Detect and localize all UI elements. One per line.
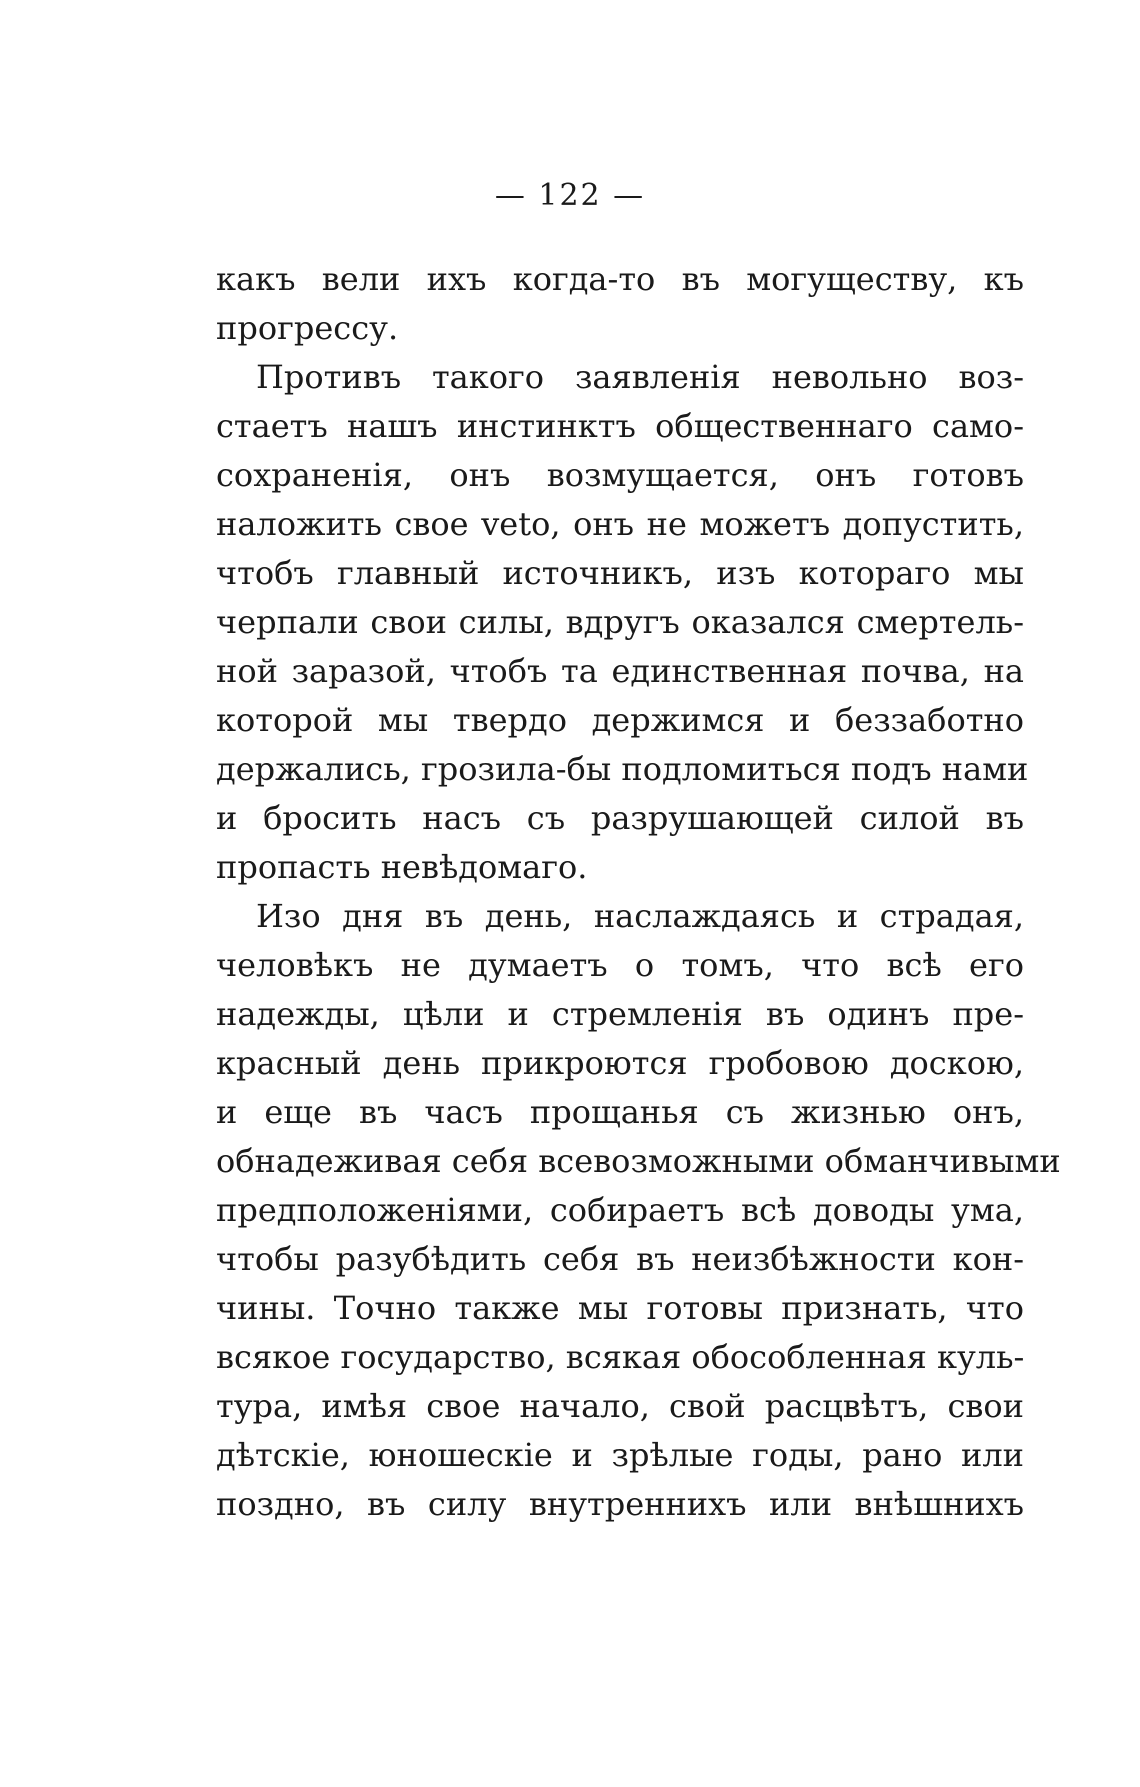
text-line: чтобъ главный источникъ, изъ котораго мы — [216, 554, 1024, 592]
text-line: ной заразой, чтобъ та единственная почва, на — [216, 652, 1024, 690]
text-line: наложить свое veto, онъ не можетъ допустить, — [216, 505, 1024, 543]
text-line: надежды, цѣли и стремленія въ одинъ пре- — [216, 995, 1024, 1033]
text-line: черпали свои силы, вдругъ оказался смертель- — [216, 603, 1024, 641]
text-line: обнадеживая себя всевозможными обманчивыми — [216, 1142, 1061, 1180]
text-line: держались, грозила-бы подломиться подъ нами — [216, 750, 1029, 788]
page-number: — 122 — — [494, 178, 646, 213]
text-line: прогрессу. — [216, 309, 399, 347]
text-line: Противъ такого заявленія невольно воз- — [256, 358, 1024, 396]
text-line: всякое государство, всякая обособленная куль- — [216, 1338, 1025, 1376]
text-line: чины. Точно также мы готовы признать, что — [216, 1289, 1024, 1327]
text-line: чтобы разубѣдить себя въ неизбѣжности кон- — [216, 1240, 1024, 1278]
text-line: пропасть невѣдомаго. — [216, 848, 588, 886]
text-line: и бросить насъ съ разрушающей силой въ — [216, 799, 1024, 837]
text-line: и еще въ часъ прощанья съ жизнью онъ, — [216, 1093, 1024, 1131]
text-line: которой мы твердо держимся и беззаботно — [216, 701, 1024, 739]
text-line: какъ вели ихъ когда-то въ могуществу, къ — [216, 260, 1024, 298]
text-line: предположеніями, собираетъ всѣ доводы ума, — [216, 1191, 1024, 1229]
text-line: стаетъ нашъ инстинктъ общественнаго само- — [216, 407, 1024, 445]
text-line: тура, имѣя свое начало, свой расцвѣтъ, свои — [216, 1387, 1024, 1425]
text-line: сохраненія, онъ возмущается, онъ готовъ — [216, 456, 1024, 494]
text-line: красный день прикроются гробовою доскою, — [216, 1044, 1024, 1082]
text-line: Изо дня въ день, наслаждаясь и страдая, — [256, 897, 1024, 935]
text-line: человѣкъ не думаетъ о томъ, что всѣ его — [216, 946, 1024, 984]
body-text — [216, 255, 1061, 1529]
text-line: поздно, въ силу внутреннихъ или внѣшнихъ — [216, 1485, 1024, 1523]
text-line: дѣтскіе, юношескіе и зрѣлые годы, рано или — [216, 1436, 1024, 1474]
